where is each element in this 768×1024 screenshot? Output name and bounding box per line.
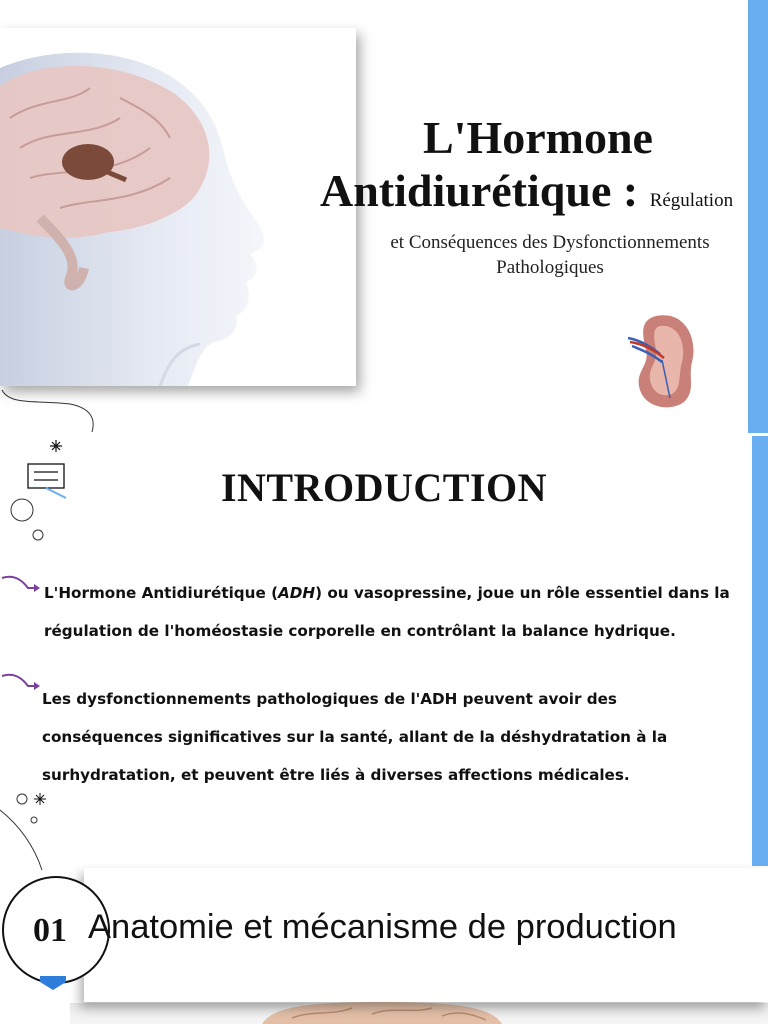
introduction-heading: INTRODUCTION bbox=[220, 465, 548, 510]
curved-arrow-icon bbox=[0, 574, 42, 598]
title-main: Antidiurétique : bbox=[320, 165, 639, 216]
intro-paragraph-1 bbox=[44, 574, 744, 650]
decorative-doodles-lower bbox=[0, 786, 60, 876]
section-title: Anatomie et mécanisme de production bbox=[88, 908, 677, 946]
curved-arrow-icon bbox=[0, 672, 42, 696]
para1-suffix: ) ou vasopressine, joue un rôle essentiel dans la régulation de l'homéostasie corporelle en contrôlant la balance hydrique. bbox=[44, 584, 730, 640]
brain-image-partial bbox=[262, 1000, 502, 1024]
chevron-down-icon bbox=[40, 976, 66, 992]
kidney-illustration bbox=[626, 310, 702, 410]
subtitle: et Conséquences des Dysfonctionnements Pathologiques bbox=[390, 232, 710, 278]
section-number: 01 bbox=[33, 912, 67, 949]
title-line2 bbox=[320, 164, 768, 228]
intro-paragraph-2: Les dysfonctionnements pathologiques de l'ADH peuvent avoir des conséquences significatives sur la santé, allant de la déshydratation à la surhydratation, et peuvent être liés à diverses affections médicales. bbox=[42, 690, 668, 784]
title-line1: L'Hormone bbox=[423, 112, 653, 163]
para1-italic: ADH bbox=[278, 584, 316, 602]
para1-prefix: L'Hormone Antidiurétique ( bbox=[44, 584, 279, 602]
title-inline-sub: Régulation bbox=[649, 190, 734, 211]
head-brain-illustration bbox=[0, 28, 356, 386]
